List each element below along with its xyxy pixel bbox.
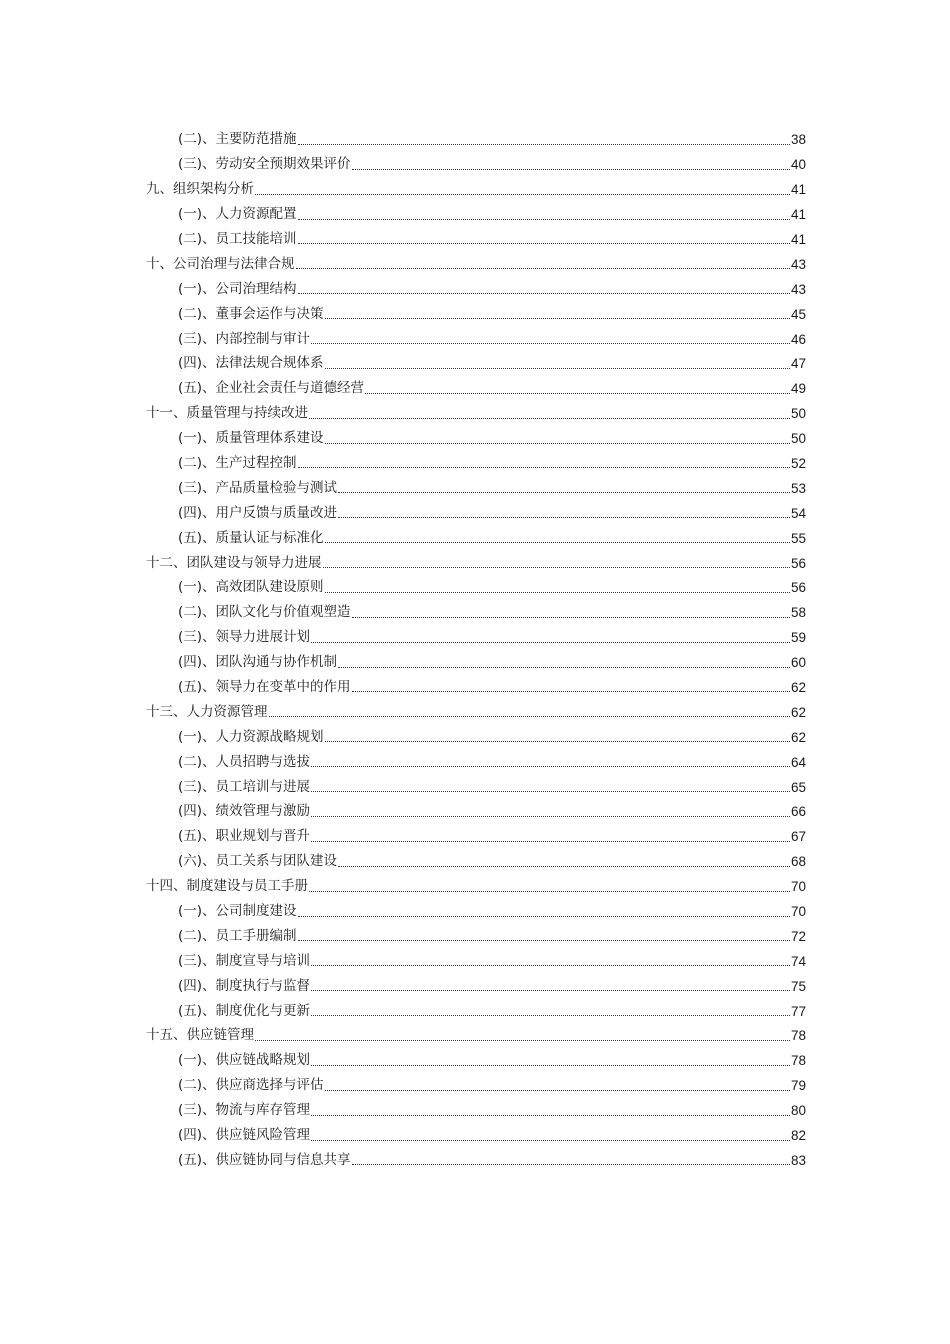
toc-page-number: 80 <box>790 1103 806 1119</box>
toc-section-entry[interactable] <box>146 572 806 597</box>
toc-dot-leader <box>298 293 790 294</box>
toc-page-number: 82 <box>790 1128 806 1144</box>
table-of-contents <box>146 124 806 1169</box>
toc-entry-title: (二)、团队文化与价值观塑造 <box>178 604 351 621</box>
toc-dot-leader <box>298 940 790 941</box>
toc-entry-title: (三)、内部控制与审计 <box>178 330 311 347</box>
toc-entry-title: (三)、产品质量检验与测试 <box>178 479 338 496</box>
toc-entry-title: (四)、法律法规合规体系 <box>178 355 324 372</box>
toc-dot-leader <box>352 1164 790 1165</box>
toc-dot-leader <box>352 617 790 618</box>
toc-section-entry[interactable] <box>146 622 806 647</box>
toc-dot-leader <box>298 916 790 917</box>
toc-section-entry[interactable] <box>146 821 806 846</box>
toc-chapter-entry[interactable] <box>146 871 806 896</box>
toc-section-entry[interactable] <box>146 149 806 174</box>
toc-dot-leader <box>325 542 790 543</box>
toc-page-number: 45 <box>790 306 806 322</box>
toc-page-number: 78 <box>790 1028 806 1044</box>
toc-dot-leader <box>296 268 790 269</box>
toc-section-entry[interactable] <box>146 124 806 149</box>
toc-page-number: 38 <box>790 132 806 148</box>
toc-page-number: 54 <box>790 505 806 521</box>
toc-section-entry[interactable] <box>146 273 806 298</box>
toc-page-number: 41 <box>790 231 806 247</box>
toc-page-number: 41 <box>790 207 806 223</box>
toc-page-number: 72 <box>790 928 806 944</box>
toc-page-number: 47 <box>790 356 806 372</box>
toc-page-number: 56 <box>790 555 806 571</box>
toc-page-number: 43 <box>790 281 806 297</box>
toc-dot-leader <box>311 343 790 344</box>
toc-section-entry[interactable] <box>146 1145 806 1170</box>
toc-dot-leader <box>325 592 790 593</box>
toc-entry-title: (三)、制度宣导与培训 <box>178 952 311 969</box>
toc-section-entry[interactable] <box>146 846 806 871</box>
toc-section-entry[interactable] <box>146 945 806 970</box>
toc-section-entry[interactable] <box>146 921 806 946</box>
toc-entry-title: (二)、主要防范措施 <box>178 131 297 148</box>
toc-page-number: 67 <box>790 829 806 845</box>
toc-page-number: 68 <box>790 854 806 870</box>
toc-section-entry[interactable] <box>146 472 806 497</box>
toc-page-number: 79 <box>790 1078 806 1094</box>
toc-dot-leader <box>352 169 790 170</box>
toc-entry-title: 十一、质量管理与持续改进 <box>146 405 308 422</box>
toc-section-entry[interactable] <box>146 1095 806 1120</box>
toc-entry-title: (一)、人力资源配置 <box>178 206 297 223</box>
toc-page-number: 70 <box>790 904 806 919</box>
toc-section-entry[interactable] <box>146 896 806 921</box>
toc-entry-title: (二)、供应商选择与评估 <box>178 1077 324 1094</box>
toc-entry-title: 十五、供应链管理 <box>146 1027 254 1044</box>
toc-dot-leader <box>311 642 790 643</box>
toc-section-entry[interactable] <box>146 348 806 373</box>
toc-dot-leader <box>352 691 790 692</box>
toc-entry-title: (五)、质量认证与标准化 <box>178 529 324 546</box>
toc-dot-leader <box>323 567 790 568</box>
toc-dot-leader <box>311 965 790 966</box>
toc-entry-title: (一)、人力资源战略规划 <box>178 728 324 745</box>
toc-entry-title: (四)、供应链风险管理 <box>178 1127 311 1144</box>
toc-section-entry[interactable] <box>146 323 806 348</box>
toc-entry-title: 十、公司治理与法律合规 <box>146 255 295 272</box>
toc-section-entry[interactable] <box>146 746 806 771</box>
toc-page-number: 70 <box>790 879 806 895</box>
toc-entry-title: (一)、高效团队建设原则 <box>178 579 324 596</box>
toc-dot-leader <box>298 219 790 220</box>
toc-page-number: 50 <box>790 406 806 422</box>
toc-page-number: 75 <box>790 978 806 994</box>
toc-section-entry[interactable] <box>146 373 806 398</box>
toc-dot-leader <box>325 443 790 444</box>
toc-entry-title: (四)、制度执行与监督 <box>178 977 311 994</box>
toc-entry-title: (三)、劳动安全预期效果评价 <box>178 156 351 173</box>
toc-page-number: 49 <box>790 381 806 397</box>
toc-entry-title: (四)、团队沟通与协作机制 <box>178 654 338 671</box>
toc-page-number: 74 <box>790 953 806 969</box>
toc-entry-title: 十三、人力资源管理 <box>146 703 268 720</box>
toc-section-entry[interactable] <box>146 1120 806 1145</box>
toc-entry-title: (四)、绩效管理与激励 <box>178 803 311 820</box>
toc-page-number: 60 <box>790 655 806 671</box>
toc-entry-title: (一)、公司制度建设 <box>178 903 297 919</box>
toc-section-entry[interactable] <box>146 224 806 249</box>
toc-section-entry[interactable] <box>146 771 806 796</box>
toc-page-number: 40 <box>790 157 806 173</box>
toc-entry-title: 十四、制度建设与员工手册 <box>146 878 308 895</box>
toc-dot-leader <box>311 841 790 842</box>
toc-entry-title: (五)、企业社会责任与道德经营 <box>178 380 365 397</box>
toc-page-number: 66 <box>790 804 806 820</box>
toc-dot-leader <box>255 1040 790 1041</box>
toc-entry-title: (五)、领导力在变革中的作用 <box>178 678 351 695</box>
toc-dot-leader <box>311 766 790 767</box>
toc-dot-leader <box>311 1115 790 1116</box>
toc-dot-leader <box>338 667 790 668</box>
toc-page-number: 77 <box>790 1003 806 1019</box>
toc-section-entry[interactable] <box>146 647 806 672</box>
toc-section-entry[interactable] <box>146 721 806 746</box>
toc-dot-leader <box>269 716 790 717</box>
toc-chapter-entry[interactable] <box>146 248 806 273</box>
toc-entry-title: (二)、人员招聘与选拔 <box>178 753 311 770</box>
toc-section-entry[interactable] <box>146 497 806 522</box>
toc-page-number: 50 <box>790 431 806 447</box>
toc-section-entry[interactable] <box>146 995 806 1020</box>
toc-chapter-entry[interactable] <box>146 1020 806 1045</box>
toc-page-number: 59 <box>790 630 806 646</box>
toc-section-entry[interactable] <box>146 448 806 473</box>
toc-entry-title: (三)、领导力进展计划 <box>178 629 311 646</box>
toc-entry-title: (二)、董事会运作与决策 <box>178 305 324 322</box>
toc-entry-title: (五)、职业规划与晋升 <box>178 828 311 845</box>
toc-chapter-entry[interactable] <box>146 398 806 423</box>
toc-entry-title: (四)、用户反馈与质量改进 <box>178 504 338 521</box>
toc-page-number: 64 <box>790 754 806 770</box>
toc-dot-leader <box>325 741 790 742</box>
toc-entry-title: 十二、团队建设与领导力进展 <box>146 554 322 571</box>
toc-entry-title: (一)、质量管理体系建设 <box>178 430 324 447</box>
toc-section-entry[interactable] <box>146 1070 806 1095</box>
toc-page-number: 62 <box>790 704 806 720</box>
toc-page-number: 62 <box>790 679 806 695</box>
toc-dot-leader <box>338 492 790 493</box>
toc-entry-title: (二)、员工手册编制 <box>178 927 297 944</box>
toc-dot-leader <box>338 866 790 867</box>
toc-dot-leader <box>309 418 790 419</box>
toc-page-number: 58 <box>790 605 806 621</box>
toc-entry-title: 九、组织架构分析 <box>146 181 254 198</box>
toc-section-entry[interactable] <box>146 199 806 224</box>
toc-section-entry[interactable] <box>146 522 806 547</box>
toc-dot-leader <box>325 1090 790 1091</box>
toc-section-entry[interactable] <box>146 1045 806 1070</box>
toc-dot-leader <box>311 1015 790 1016</box>
toc-entry-title: (三)、员工培训与进展 <box>178 778 311 795</box>
toc-entry-title: (二)、员工技能培训 <box>178 230 297 247</box>
toc-page-number: 56 <box>790 580 806 596</box>
toc-section-entry[interactable] <box>146 597 806 622</box>
toc-dot-leader <box>298 144 790 145</box>
toc-section-entry[interactable] <box>146 423 806 448</box>
toc-entry-title: (一)、供应链战略规划 <box>178 1052 311 1069</box>
toc-page-number: 46 <box>790 331 806 347</box>
toc-dot-leader <box>309 891 790 892</box>
toc-dot-leader <box>311 1065 790 1066</box>
toc-section-entry[interactable] <box>146 970 806 995</box>
toc-entry-title: (六)、员工关系与团队建设 <box>178 853 338 870</box>
toc-section-entry[interactable] <box>146 298 806 323</box>
toc-dot-leader <box>298 467 790 468</box>
toc-dot-leader <box>325 318 790 319</box>
toc-entry-title: (二)、生产过程控制 <box>178 454 297 471</box>
toc-chapter-entry[interactable] <box>146 547 806 572</box>
toc-page-number: 65 <box>790 779 806 795</box>
toc-dot-leader <box>311 816 790 817</box>
toc-page-number: 52 <box>790 455 806 471</box>
toc-entry-title: (五)、供应链协同与信息共享 <box>178 1151 351 1168</box>
toc-page-number: 43 <box>790 256 806 272</box>
toc-page-number: 41 <box>790 182 806 198</box>
toc-chapter-entry[interactable] <box>146 174 806 199</box>
toc-page-number: 55 <box>790 530 806 546</box>
toc-section-entry[interactable] <box>146 672 806 697</box>
toc-page-number: 78 <box>790 1053 806 1069</box>
toc-dot-leader <box>311 791 790 792</box>
toc-dot-leader <box>311 1140 790 1141</box>
toc-dot-leader <box>311 990 790 991</box>
toc-dot-leader <box>255 194 790 195</box>
toc-page-number: 83 <box>790 1152 806 1168</box>
toc-chapter-entry[interactable] <box>146 696 806 721</box>
toc-dot-leader <box>325 368 790 369</box>
toc-page-number: 62 <box>790 729 806 745</box>
toc-page-number: 53 <box>790 480 806 496</box>
toc-entry-title: (五)、制度优化与更新 <box>178 1002 311 1019</box>
toc-section-entry[interactable] <box>146 796 806 821</box>
toc-dot-leader <box>365 393 790 394</box>
toc-entry-title: (三)、物流与库存管理 <box>178 1102 311 1119</box>
toc-dot-leader <box>338 517 790 518</box>
toc-entry-title: (一)、公司治理结构 <box>178 280 297 297</box>
toc-dot-leader <box>298 243 790 244</box>
